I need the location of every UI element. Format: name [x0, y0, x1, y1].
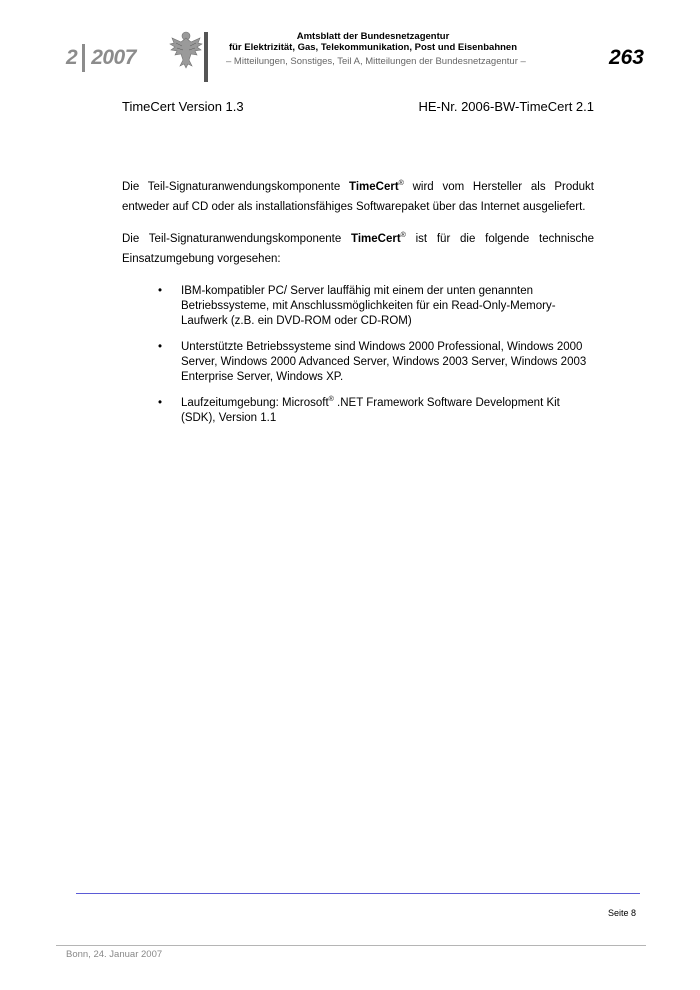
- registered-mark: ®: [400, 232, 406, 239]
- journal-subtitle: – Mitteilungen, Sonstiges, Teil A, Mitteilungen der Bundesnetzagentur –: [226, 56, 526, 67]
- paragraph-delivery: Die Teil-Signaturanwendungskomponente TimeCert® wird vom Hersteller als Produkt entweder auf CD oder als installationsfähiges Softwarepaket über das Internet ausgeliefert.: [122, 180, 594, 213]
- list-item: • Laufzeitumgebung: Microsoft® .NET Framework Software Development Kit (SDK), Version 1.1: [158, 396, 560, 424]
- footer-divider: [56, 945, 646, 946]
- issue-label: [66, 44, 136, 72]
- issue-year: 2007: [91, 46, 136, 69]
- bullet-icon: •: [158, 285, 163, 297]
- product-name: TimeCert: [349, 181, 399, 193]
- list-item: • IBM-kompatibler PC/ Server lauffähig mit einem der unten genannten Betriebssysteme, mit Anschlussmöglichkeiten für ein Read-Only-Memory-Laufwerk (z.B. ein DVD-ROM oder CD-ROM): [158, 285, 556, 327]
- inner-page-label: Seite 8: [607, 908, 636, 918]
- product-name: TimeCert: [351, 233, 401, 245]
- footer-rule: [76, 893, 640, 894]
- certificate-number: HE-Nr. 2006-BW-TimeCert 2.1: [418, 99, 594, 114]
- registered-mark: ®: [398, 180, 404, 187]
- page-number: 263: [608, 46, 644, 69]
- issue-number: 2: [66, 46, 78, 69]
- paragraph-environment: Die Teil-Signaturanwendungskomponente TimeCert® ist für die folgende technische Einsatzumgebung vorgesehen:: [122, 232, 594, 265]
- product-version: TimeCert Version 1.3: [122, 99, 244, 114]
- list-item: • Unterstützte Betriebssysteme sind Windows 2000 Professional, Windows 2000 Server, Windows 2000 Advanced Server, Windows 2003 Server, Windows 2003 Enterprise Server, Windows XP.: [158, 341, 587, 383]
- bullet-icon: •: [158, 341, 163, 353]
- header-divider: [204, 32, 208, 82]
- issue-separator: [82, 44, 85, 72]
- registered-mark: ®: [328, 396, 334, 403]
- federal-eagle-icon: [168, 28, 204, 72]
- bullet-icon: •: [158, 397, 163, 409]
- journal-title: Amtsblatt der Bundesnetzagentur: [296, 31, 450, 42]
- place-date: Bonn, 24. Januar 2007: [66, 949, 163, 960]
- requirements-list: [122, 284, 594, 437]
- journal-title-line2: für Elektrizität, Gas, Telekommunikation, Post und Eisenbahnen: [228, 42, 518, 53]
